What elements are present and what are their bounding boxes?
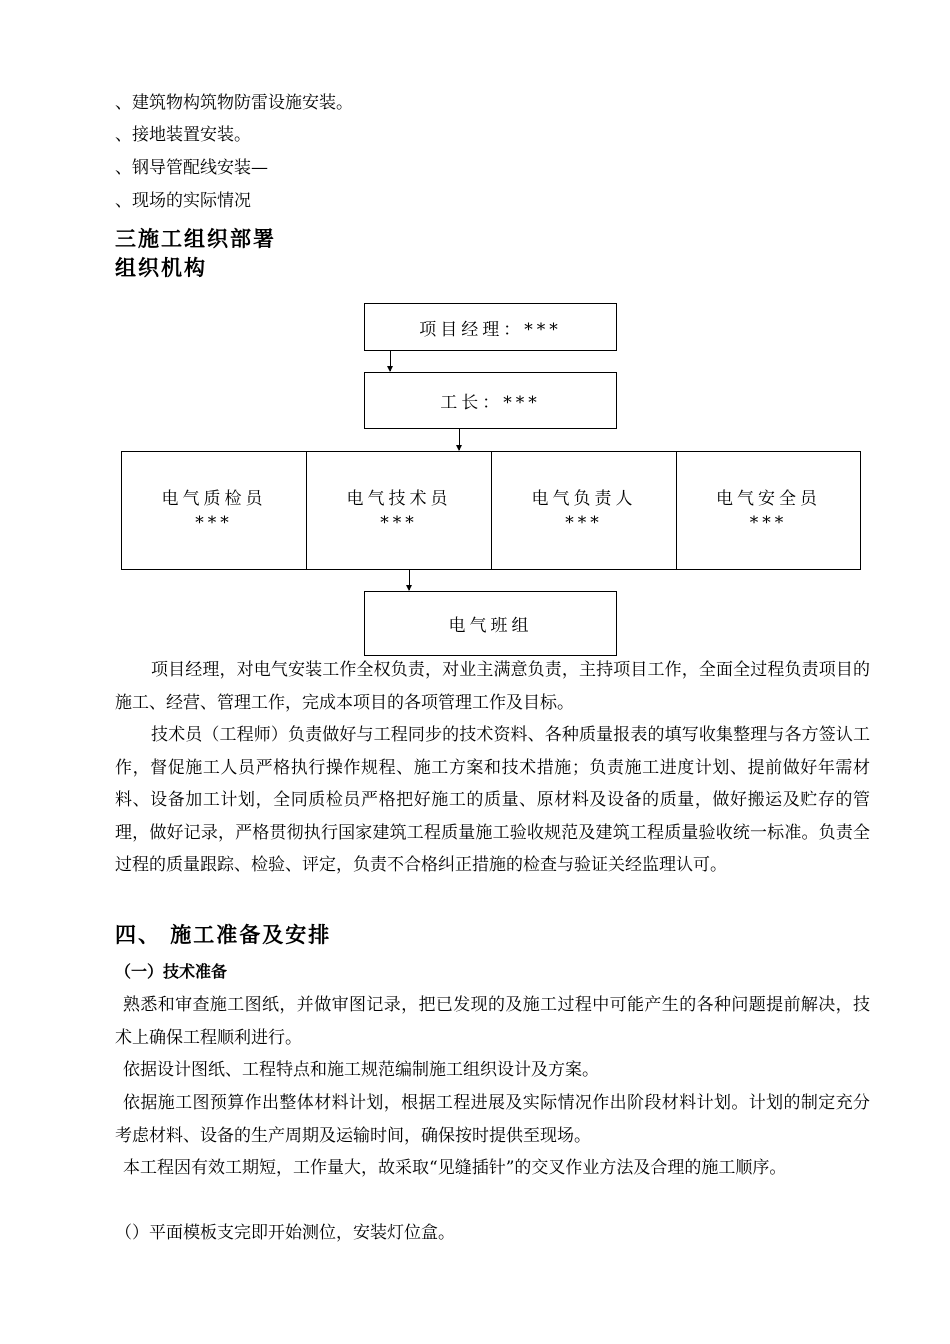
list-item: 、接地装置安装。 bbox=[115, 125, 251, 145]
role-title: 电气质检员 bbox=[161, 488, 267, 509]
tech-paragraph: 依据施工图预算作出整体材料计划，根据工程进展及实际情况作出阶段材料计划。计划的制定充分考虑材料、设备的生产周期及运输时间，确保按时提供至现场。 bbox=[115, 1093, 870, 1146]
team-box: 电气班组 bbox=[364, 591, 617, 656]
role-title: 电气技术员 bbox=[346, 488, 452, 509]
section4-title: 四、 施工准备及安排 bbox=[115, 923, 332, 947]
role-technician bbox=[306, 451, 492, 570]
paragraph-technician: 技术员（工程师）负责做好与工程同步的技术资料、各种质量报表的填写收集整理与各方签认工作，督促施工人员严格执行操作规程、施工方案和技术措施；负责施工进度计划、提前做好年需材料、设备加工计划，全同质检员严格把好施工的质量、原材料及设备的质量，做好搬运及贮存的管理，做好记录，严格贯彻执行国家建筑工程质量施工验收规范及建筑工程质量验收统一标准。负责全过程的质量跟踪、检验、评定，负责不合格纠正措施的检查与验证关经监理认可。 bbox=[115, 725, 870, 875]
role-name: *** bbox=[195, 512, 233, 533]
tech-paragraph: 熟悉和审查施工图纸，并做审图记录，把已发现的及施工过程中可能产生的各种问题提前解决，技术上确保工程顺利进行。 bbox=[115, 995, 870, 1048]
list-item: 、现场的实际情况 bbox=[115, 191, 251, 211]
role-name: *** bbox=[565, 512, 603, 533]
tech-paragraph: 依据设计图纸、工程特点和施工规范编制施工组织设计及方案。 bbox=[123, 1060, 599, 1080]
role-title: 电气负责人 bbox=[531, 488, 637, 509]
foreman-box: 工长：*** bbox=[364, 372, 617, 429]
role-person-in-charge bbox=[491, 451, 677, 570]
role-quality-inspector bbox=[121, 451, 307, 570]
tech-paragraph: （）平面模板支完即开始测位，安装灯位盒。 bbox=[115, 1223, 455, 1243]
subsection-title: （一）技术准备 bbox=[115, 962, 228, 981]
manager-box: 项目经理：*** bbox=[364, 303, 617, 351]
role-title: 电气安全员 bbox=[716, 488, 821, 509]
tech-paragraph: 本工程因有效工期短，工作量大，故采取“见缝插针”的交叉作业方法及合理的施工顺序。 bbox=[123, 1158, 787, 1178]
role-name: *** bbox=[380, 512, 418, 533]
org-title: 组织机构 bbox=[115, 256, 207, 280]
paragraph-manager: 项目经理，对电气安装工作全权负责，对业主满意负责，主持项目工作，全面全过程负责项目的施工、经营、管理工作，完成本项目的各项管理工作及目标。 bbox=[115, 660, 870, 713]
list-item: 、建筑物构筑物防雷设施安装。 bbox=[115, 93, 353, 113]
role-name: *** bbox=[749, 512, 788, 533]
arrow-down-icon bbox=[409, 570, 410, 590]
arrow-down-icon bbox=[459, 429, 460, 450]
role-safety-officer bbox=[676, 451, 861, 570]
list-item: 、钢导管配线安装— bbox=[115, 158, 268, 178]
arrow-down-icon bbox=[390, 351, 391, 371]
section3-title: 三施工组织部署 bbox=[115, 227, 276, 251]
